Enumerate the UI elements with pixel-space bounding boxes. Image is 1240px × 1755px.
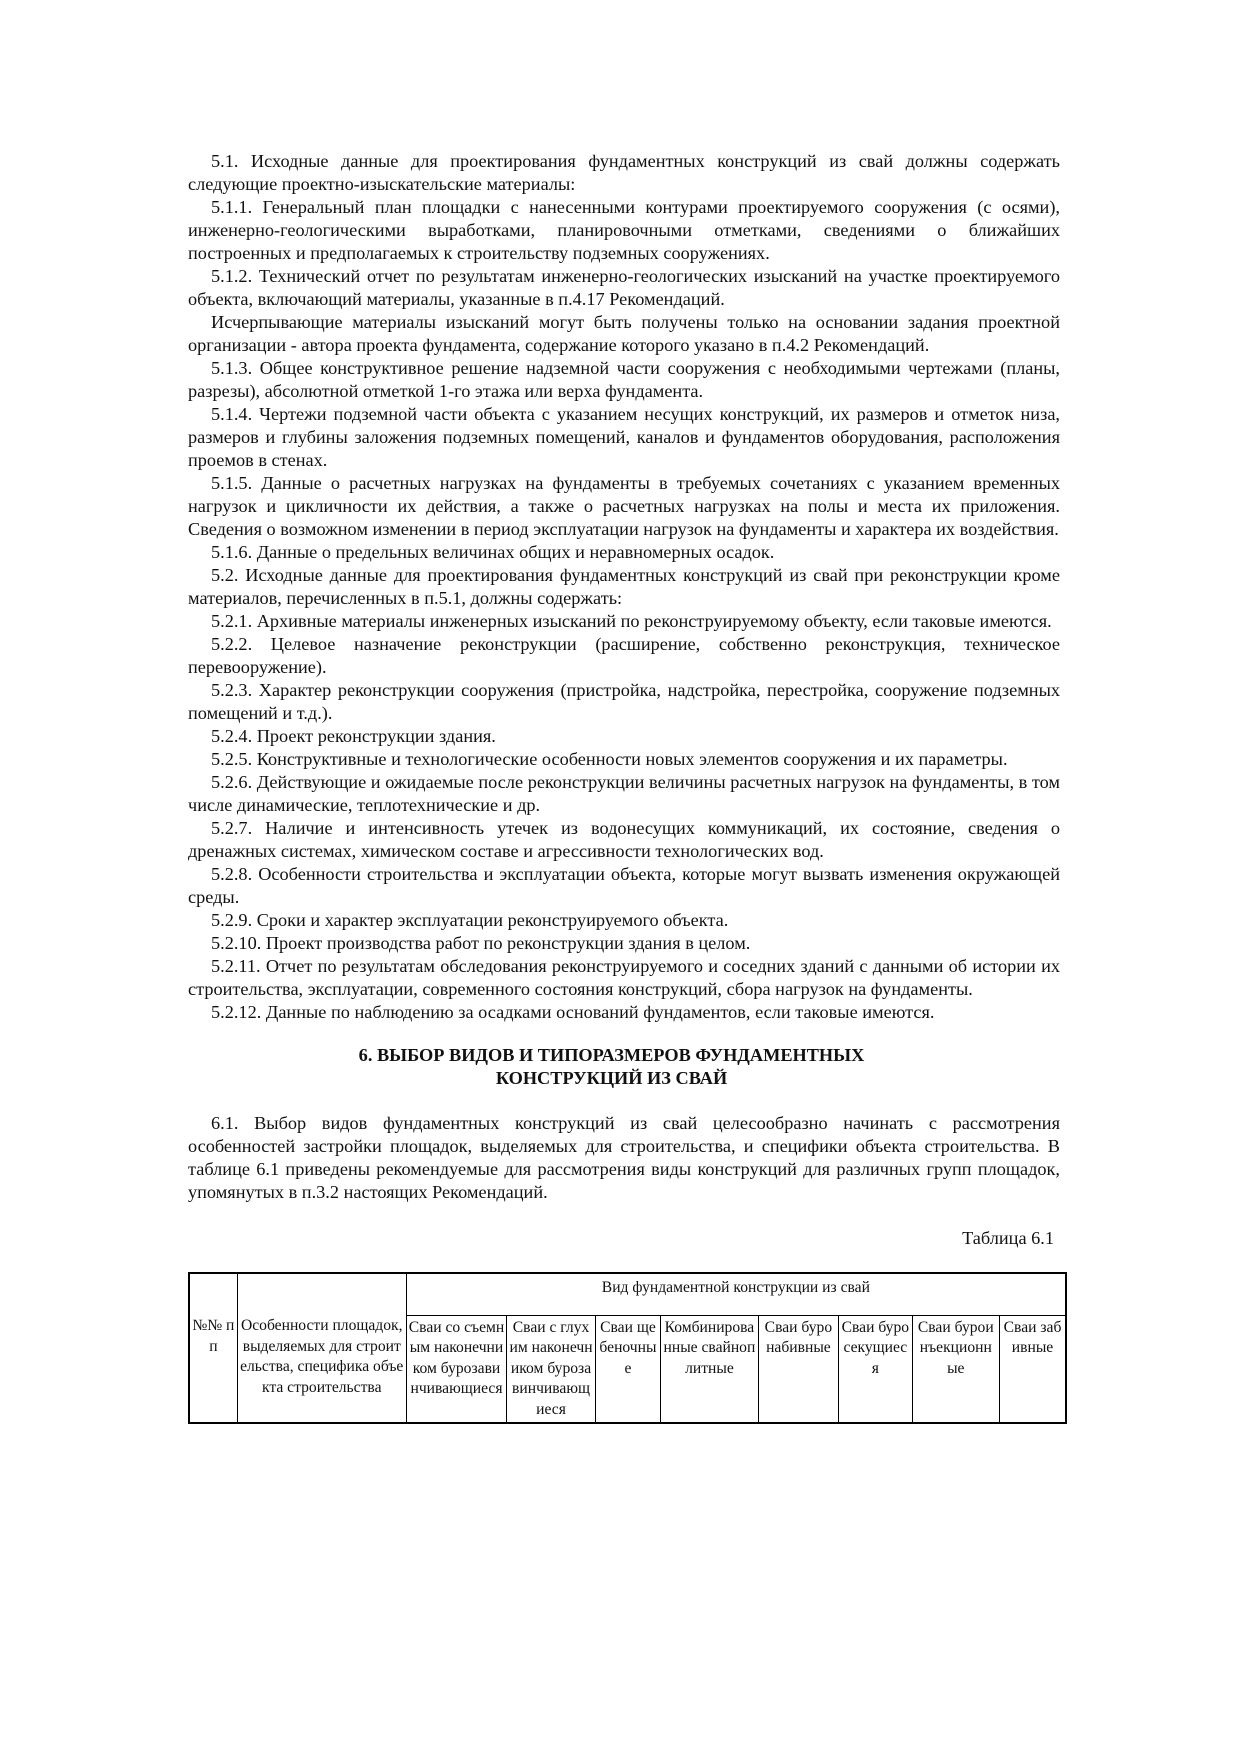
paragraph-5-2-2: 5.2.2. Целевое назначение реконструкции (расширение, собственно реконструкция, техническое перевооружение). xyxy=(188,634,1060,677)
paragraph-5-2-1: 5.2.1. Архивные материалы инженерных изысканий по реконструируемому объекту, если таковые имеются. xyxy=(211,611,1052,631)
paragraph-5-2-7: 5.2.7. Наличие и интенсивность утечек из водонесущих коммуникаций, их состояние, сведения о дренажных системах, химическом составе и агрессивности технологических вод. xyxy=(188,818,1060,861)
header-cell-pile-type: Комбинированные свайноплитные xyxy=(661,1315,759,1423)
paragraph-exhaustive-materials: Исчерпывающие материалы изысканий могут быть получены только на основании задания проектной организации - автора проекта фундамента, содержание которого указано в п.4.2 Рекомендаций. xyxy=(188,312,1060,355)
header-cell-pile-type: Сваи забивные xyxy=(1000,1315,1066,1423)
paragraph-5-2-12: 5.2.12. Данные по наблюдению за осадками оснований фундаментов, если таковые имеются. xyxy=(211,1002,935,1022)
header-cell-pile-type: Сваи с глухим наконечником бурозавинчивающиеся xyxy=(507,1315,596,1423)
paragraph-5-2-5: 5.2.5. Конструктивные и технологические особенности новых элементов сооружения и их параметры. xyxy=(211,749,1008,769)
paragraph-5-2-10: 5.2.10. Проект производства работ по реконструкции здания в целом. xyxy=(211,933,751,953)
table-header-row-1 xyxy=(189,1273,1066,1315)
header-cell-pile-type: Сваи со съемным наконечником бурозавинчивающиеся xyxy=(406,1315,507,1423)
paragraph-5-1-4: 5.1.4. Чертежи подземной части объекта с указанием несущих конструкций, их размеров и отметок низа, размеров и глубины заложения подземных помещений, каналов и фундаментов оборудования, расположения проемов в стенах. xyxy=(188,404,1060,470)
section-6-title xyxy=(188,1044,1060,1090)
header-cell-pile-type: Сваи буросекущиеся xyxy=(839,1315,912,1423)
header-cell-pile-type: Сваи щебеночные xyxy=(595,1315,660,1423)
paragraph-5-2-9: 5.2.9. Сроки и характер эксплуатации реконструируемого объекта. xyxy=(211,910,729,930)
header-cell-features: Особенности площадок, выделяемых для строительства, специфика объекта строительства xyxy=(237,1273,406,1423)
header-cell-number: №№ пп xyxy=(189,1273,237,1423)
paragraph-5-1-2: 5.1.2. Технический отчет по результатам инженерно-геологических изысканий на участке проектируемого объекта, включающий материалы, указанные в п.4.17 Рекомендаций. xyxy=(188,266,1060,309)
section-title-line-1: 6. ВЫБОР ВИДОВ И ТИПОРАЗМЕРОВ ФУНДАМЕНТНЫХ xyxy=(358,1045,865,1065)
table-caption: Таблица 6.1 xyxy=(962,1228,1054,1248)
header-cell-foundation-type-group: Вид фундаментной конструкции из свай xyxy=(406,1273,1066,1315)
paragraph-5-2-4: 5.2.4. Проект реконструкции здания. xyxy=(211,726,496,746)
paragraph-5-2: 5.2. Исходные данные для проектирования фундаментных конструкций из свай при реконструкции кроме материалов, перечисленных в п.5.1, должны содержать: xyxy=(188,565,1060,608)
document-page xyxy=(188,150,1060,1424)
paragraph-5-1-1: 5.1.1. Генеральный план площадки с нанесенными контурами проектируемого сооружения (с осями), инженерно-геологическими выработками, планировочными отметками, сведениями о ближайших построенных и предполагаемых к строительству подземных сооружениях. xyxy=(188,197,1060,263)
paragraph-5-2-11: 5.2.11. Отчет по результатам обследования реконструируемого и соседних зданий с данными об истории их строительства, эксплуатации, современного состояния конструкций, сбора нагрузок на фундаменты. xyxy=(188,956,1060,999)
section-title-line-2: КОНСТРУКЦИЙ ИЗ СВАЙ xyxy=(495,1068,728,1088)
paragraph-5-1-3: 5.1.3. Общее конструктивное решение надземной части сооружения с необходимыми чертежами (планы, разрезы), абсолютной отметкой 1-го этажа или верха фундамента. xyxy=(188,358,1060,401)
header-cell-pile-type: Сваи буронабивные xyxy=(758,1315,838,1423)
paragraph-5-2-8: 5.2.8. Особенности строительства и эксплуатации объекта, которые могут вызвать изменения окружающей среды. xyxy=(188,864,1060,907)
paragraph-5-2-3: 5.2.3. Характер реконструкции сооружения (пристройка, надстройка, перестройка, сооружение подземных помещений и т.д.). xyxy=(188,680,1060,723)
paragraph-5-2-6: 5.2.6. Действующие и ожидаемые после реконструкции величины расчетных нагрузок на фундаменты, в том числе динамические, теплотехнические и др. xyxy=(188,772,1060,815)
paragraph-5-1-6: 5.1.6. Данные о предельных величинах общих и неравномерных осадок. xyxy=(211,542,775,562)
pile-foundation-types-table xyxy=(188,1272,1067,1424)
paragraph-5-1-5: 5.1.5. Данные о расчетных нагрузках на фундаменты в требуемых сочетаниях с указанием временных нагрузок и цикличности их действия, а также о расчетных нагрузках на полы и места их приложения. Сведения о возможном изменении в период эксплуатации нагрузок на фундаменты и характера их воздействия. xyxy=(188,473,1060,539)
paragraph-6-1: 6.1. Выбор видов фундаментных конструкций из свай целесообразно начинать с рассмотрения особенностей застройки площадок, выделяемых для строительства, и специфики объекта строительства. В таблице 6.1 приведены рекомендуемые для рассмотрения виды конструкций для различных групп площадок, упомянутых в п.3.2 настоящих Рекомендаций. xyxy=(188,1113,1060,1202)
header-cell-pile-type: Сваи буроинъекционные xyxy=(912,1315,999,1423)
paragraph-5-1: 5.1. Исходные данные для проектирования фундаментных конструкций из свай должны содержать следующие проектно-изыскательские материалы: xyxy=(188,151,1060,194)
